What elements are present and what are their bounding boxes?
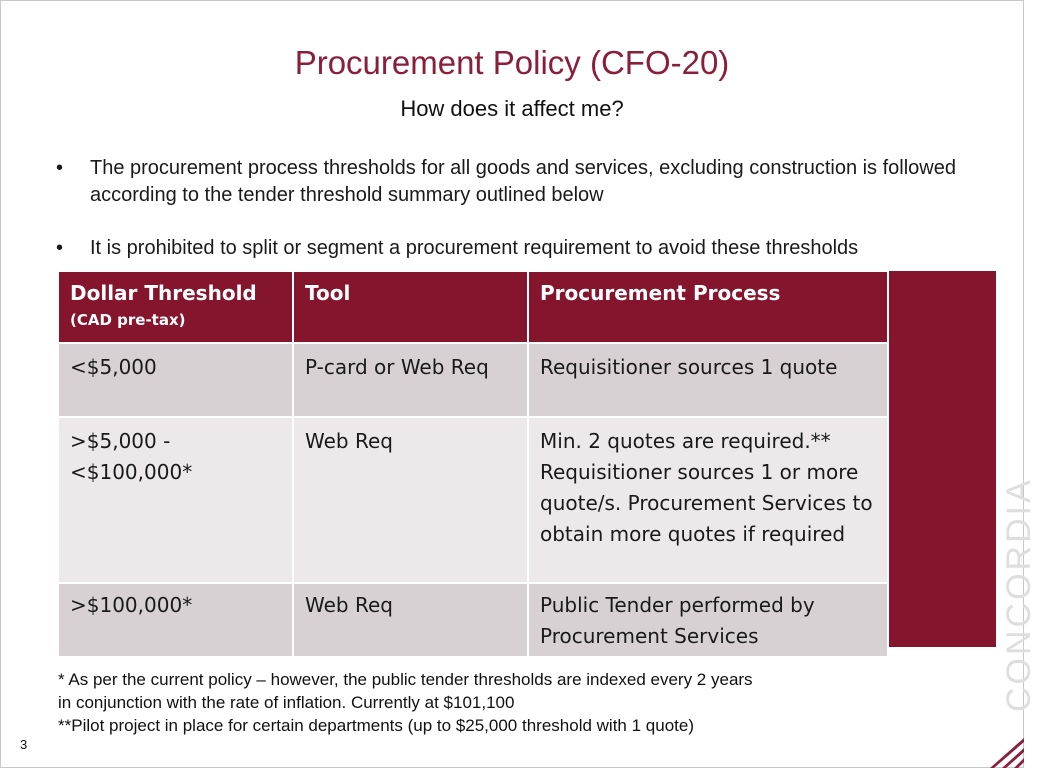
threshold-cell: <$5,000 — [58, 343, 293, 417]
tool-cell: P-card or Web Req — [293, 343, 528, 417]
table-row — [58, 343, 888, 417]
process-cell: Public Tender performed by Procurement Services — [528, 583, 888, 657]
table-row — [58, 417, 888, 583]
process-cell: Min. 2 quotes are required.** Requisitioner sources 1 or more quote/s. Procurement Services to obtain more quotes if required — [528, 417, 888, 583]
threshold-cell: >$100,000* — [58, 583, 293, 657]
accent-bar — [886, 271, 996, 647]
threshold-cell: >$5,000 - <$100,000* — [58, 417, 293, 583]
column-header-tool: Tool — [293, 271, 528, 343]
column-header-threshold-subtitle: (CAD pre-tax) — [70, 311, 186, 329]
slide-title: Procurement Policy (CFO-20) — [294, 44, 730, 81]
bullet-item — [56, 155, 1006, 209]
tool-cell: Web Req — [293, 417, 528, 583]
column-header-process: Procurement Process — [528, 271, 888, 343]
footnote-line: in conjunction with the rate of inflation. Currently at $101,100 — [58, 693, 515, 712]
footnotes — [58, 668, 898, 737]
page-number: 3 — [20, 737, 28, 752]
table-row — [58, 583, 888, 657]
corner-stripes-decoration — [954, 734, 1024, 768]
threshold-table — [57, 270, 889, 658]
column-header-threshold-label: Dollar Threshold — [70, 281, 257, 305]
process-cell: Requisitioner sources 1 quote — [528, 343, 888, 417]
bullet-marker: • — [56, 237, 64, 259]
slide-subtitle: How does it affect me? — [400, 96, 624, 121]
bullet-marker: • — [56, 157, 64, 179]
footnote-line: * As per the current policy – however, the public tender thresholds are indexed every 2 years — [58, 670, 753, 689]
bullet-text: The procurement process thresholds for all goods and services, excluding construction is followed according to the tender threshold summary outlined below — [90, 157, 956, 206]
tool-cell: Web Req — [293, 583, 528, 657]
concordia-logo: CONCORDIA — [1000, 477, 1038, 712]
bullet-item — [56, 235, 1006, 262]
bullet-text: It is prohibited to split or segment a procurement requirement to avoid these thresholds — [90, 237, 859, 259]
table-header-row — [58, 271, 888, 343]
bullet-list — [56, 155, 1006, 262]
footnote-line: **Pilot project in place for certain departments (up to $25,000 threshold with 1 quote) — [58, 716, 694, 735]
column-header-threshold — [58, 271, 293, 343]
